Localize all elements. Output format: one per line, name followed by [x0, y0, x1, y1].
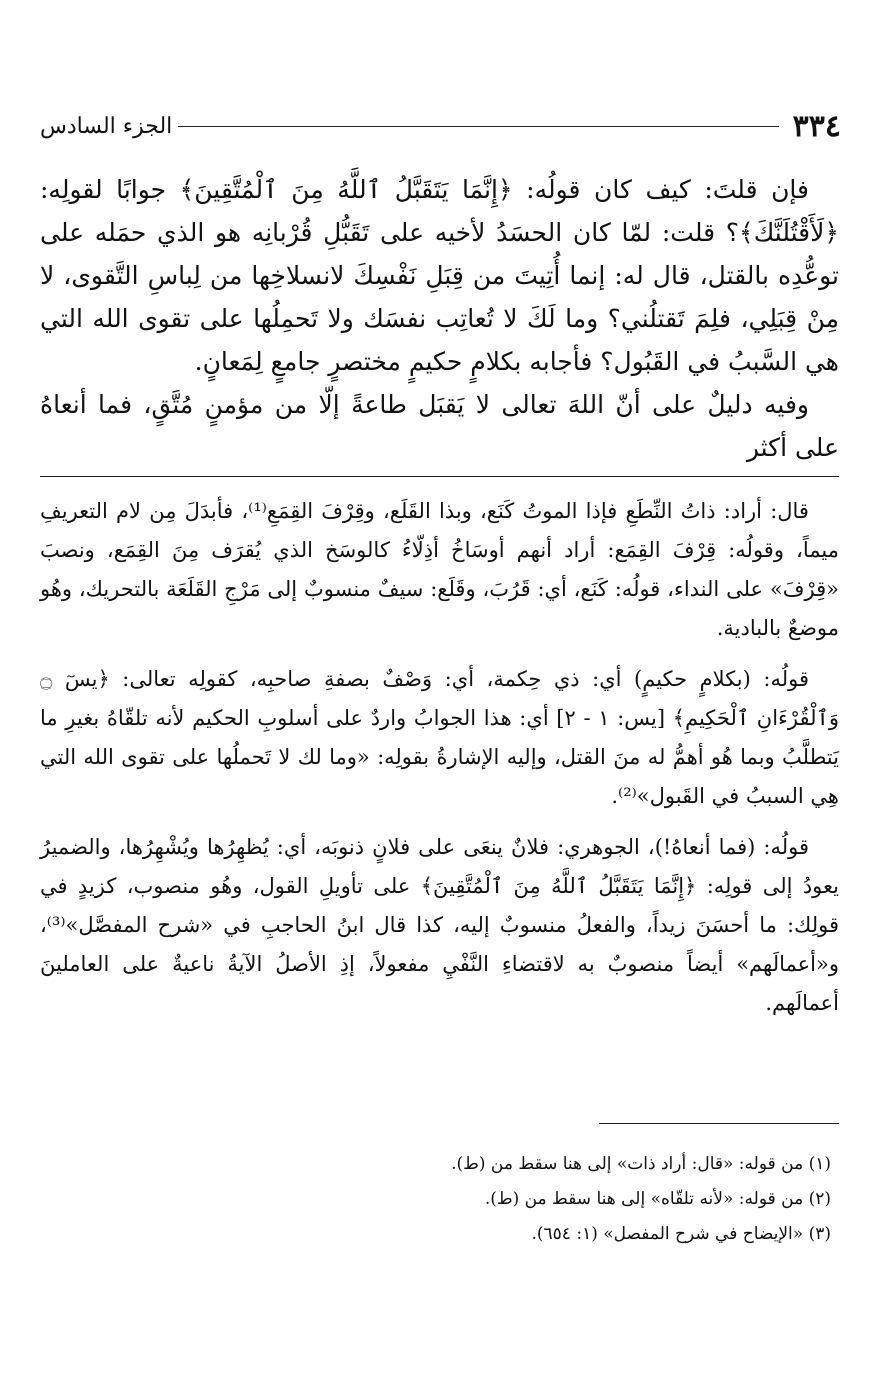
part-title: الجزء السادس [40, 113, 173, 139]
commentary-paragraph: قولُه: (بكلامٍ حكيمٍ) أي: ذي حِكمة، أي: وَصْفٌ بصفةِ صاحبِه، كقولِه تعالى: ﴿يسٓ ۝ وَٱلْقُرْءَانِ ٱلْحَكِيمِ﴾ [يس: ١ - ٢] أي: هذا الجوابُ واردٌ على أسلوبِ الحكيم لأنه تلقّاهُ بغيرِ ما يَتطلَّبُ وبما هُو أهمُّ له منَ القتل، وإليه الإشارةُ بقولِه: «وما لك لا تَحملُها على تقوى الله التي هِي السببُ في القَبول»⁽²⁾. [40, 667, 839, 808]
footnotes [40, 1147, 831, 1252]
main-paragraph: فإن قلتَ: كيف كان قولُه: ﴿إِنَّمَا يَتَقَبَّلُ ٱللَّهُ مِنَ ٱلْمُتَّقِينَ﴾ جوابًا لقولِه: ﴿لَأَقْتُلَنَّكَ﴾؟ قلت: لمّا كان الحسَدُ لأخيه على تَقَبُّلِ قُرْبانِه هو الذي حمَله على توعُّدِه بالقتل، قال له: إنما أُتِيتَ من قِبَلِ نَفْسِكَ لانسلاخِها من لِباسِ التَّقوى، لا مِنْ قِبَلِي، فلِمَ تَقتلُني؟ وما لَكَ لا تُعاتِب نفسَك ولا تَحمِلُها على تقوى الله التي هي السَّببُ في القَبُول؟ فأجابه بكلامٍ حكيمٍ مختصرٍ جامعٍ لِمَعانٍ. [40, 175, 839, 376]
commentary-paragraph: قال: أراد: ذاتُ النِّطَعِ فإذا الموتُ كَنَع، وبذا القَلَع، وقِرْفَ القِمَعِ⁽¹⁾، فأبدَلَ مِن لام التعريفِ ميماً، وقولُه: قِرْفَ القِمَع: أراد أنهم أوسَاخُ أذِلّاءُ كالوسَخ الذي يُقرَف مِنَ القِمَع، ونصبَ «قِرْفَ» على النداء، قولُه: كَنَع، أي: قَرُبَ، وقَلَع: سيفٌ منسوبٌ إلى مَرْجِ القَلَعَة بالتحريك، وهُو موضعٌ بالبادية. [40, 499, 839, 640]
footnote-divider [599, 1123, 839, 1124]
section-divider [40, 476, 839, 477]
footnote: (٢) من قوله: «لأنه تلقّاه» إلى هنا سقط من (ط). [484, 1189, 831, 1209]
page-header [40, 108, 841, 144]
commentary-paragraph: قولُه: (فما أنعاهُ!)، الجوهري: فلانٌ ينعَى على فلانٍ ذنوبَه، أي: يُظهِرُها ويُشْهِرُها، والضميرُ يعودُ إلى قولِه: ﴿إِنَّمَا يَتَقَبَّلُ ٱللَّهُ مِنَ ٱلْمُتَّقِينَ﴾ على تأويلِ القول، وهُو منصوب، كزيدٍ في قولِك: ما أحسَنَ زيداً، والفعلُ منسوبٌ إليه، كذا قال ابنُ الحاجبِ في «شرح المفصَّل»⁽³⁾، و«أعمالَهم» أيضاً منصوبٌ به لاقتضاءِ النَّفْيِ مفعولاً، إذِ الأصلُ الآيةُ ناعيةٌ على العاملينَ أعمالَهم. [40, 835, 839, 1015]
footnote: (١) من قوله: «قال: أراد ذات» إلى هنا سقط من (ط). [451, 1154, 831, 1174]
main-text [40, 168, 839, 469]
commentary-text [40, 492, 839, 1035]
page-number: ٣٣٤ [792, 108, 841, 144]
footnote: (٣) «الإيضاح في شرح المفصل» (١: ٦٥٤). [531, 1224, 831, 1244]
main-paragraph: وفيه دليلٌ على أنّ اللهَ تعالى لا يَقبَل طاعةً إلّا من مؤمنٍ مُتَّقٍ، فما أنعاهُ على أكثر [40, 390, 839, 462]
header-rule [178, 126, 778, 127]
